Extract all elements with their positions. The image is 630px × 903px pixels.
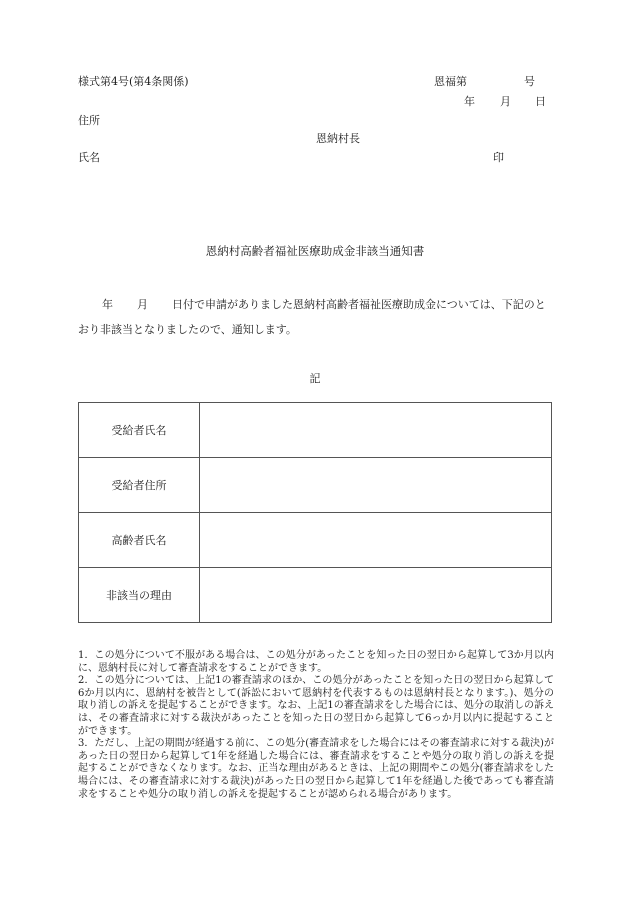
note-item: 1．この処分について不服がある場合は、この処分があったことを知った日の翌日から起算して3か月以内に、恩納村長に対して審査請求をすることができます。 [78,650,554,674]
row-value [200,458,552,513]
record-table [78,402,552,623]
date-day: 日 [535,95,546,108]
date-month: 月 [500,95,511,108]
doc-number-label: 恩福第 [434,75,467,88]
row-label: 非該当の理由 [79,568,200,623]
notes [78,650,554,801]
row-value [200,568,552,623]
seal-mark: 印 [493,151,504,164]
row-value [200,513,552,568]
note-item: 3．ただし、上記の期間が経過する前に、この処分(審査請求をした場合にはその審査請求に対する裁決)があった日の翌日から起算して1年を経過した場合には、審査請求をすることや処分の取り消しの訴えを提起することができなくなります。なお、正当な理由があるときは、上記の期間やこの処分(審査請求をした場合には、その審査請求に対する裁決)があった日の翌日から起算して1年を経過した後であっても審査請求をすることや処分の取り消しの訴えを提起することが認められる場合があります。 [78,738,554,800]
row-label: 受給者氏名 [79,403,200,458]
table-row [79,403,552,458]
address-label: 住所 [78,114,100,127]
body-text: 日付で申請がありました恩納村高齢者福祉医療助成金については、下記のとおり非該当となりましたので、通知します。 [78,298,546,336]
body-paragraph [78,292,552,342]
date-year: 年 [464,95,475,108]
table-row [79,513,552,568]
doc-number-suffix: 号 [524,75,535,88]
sender-title: 恩納村長 [316,132,360,145]
name-label: 氏名 [78,151,100,164]
table-row [79,568,552,623]
body-month: 月 [137,298,148,311]
document-title: 恩納村高齢者福祉医療助成金非該当通知書 [205,244,425,258]
note-item: 2．この処分については、上記1の審査請求のほか、この処分があったことを知った日の翌日から起算して6か月以内に、恩納村を被告として(訴訟において恩納村を代表するものは恩納村長となります。)、処分の取り消しの訴えを提起することができます。なお、上記1の審査請求をした場合には、処分の取消しの訴えは、その審査請求に対する裁決があったことを知った日の翌日から起算して6っか月以内に提起することができます。 [78,675,554,737]
table-row [79,458,552,513]
row-label: 高齢者氏名 [79,513,200,568]
form-number: 様式第4号(第4条関係) [78,75,189,88]
ki-heading: 記 [309,372,321,385]
row-value [200,403,552,458]
body-year: 年 [102,298,113,311]
row-label: 受給者住所 [79,458,200,513]
